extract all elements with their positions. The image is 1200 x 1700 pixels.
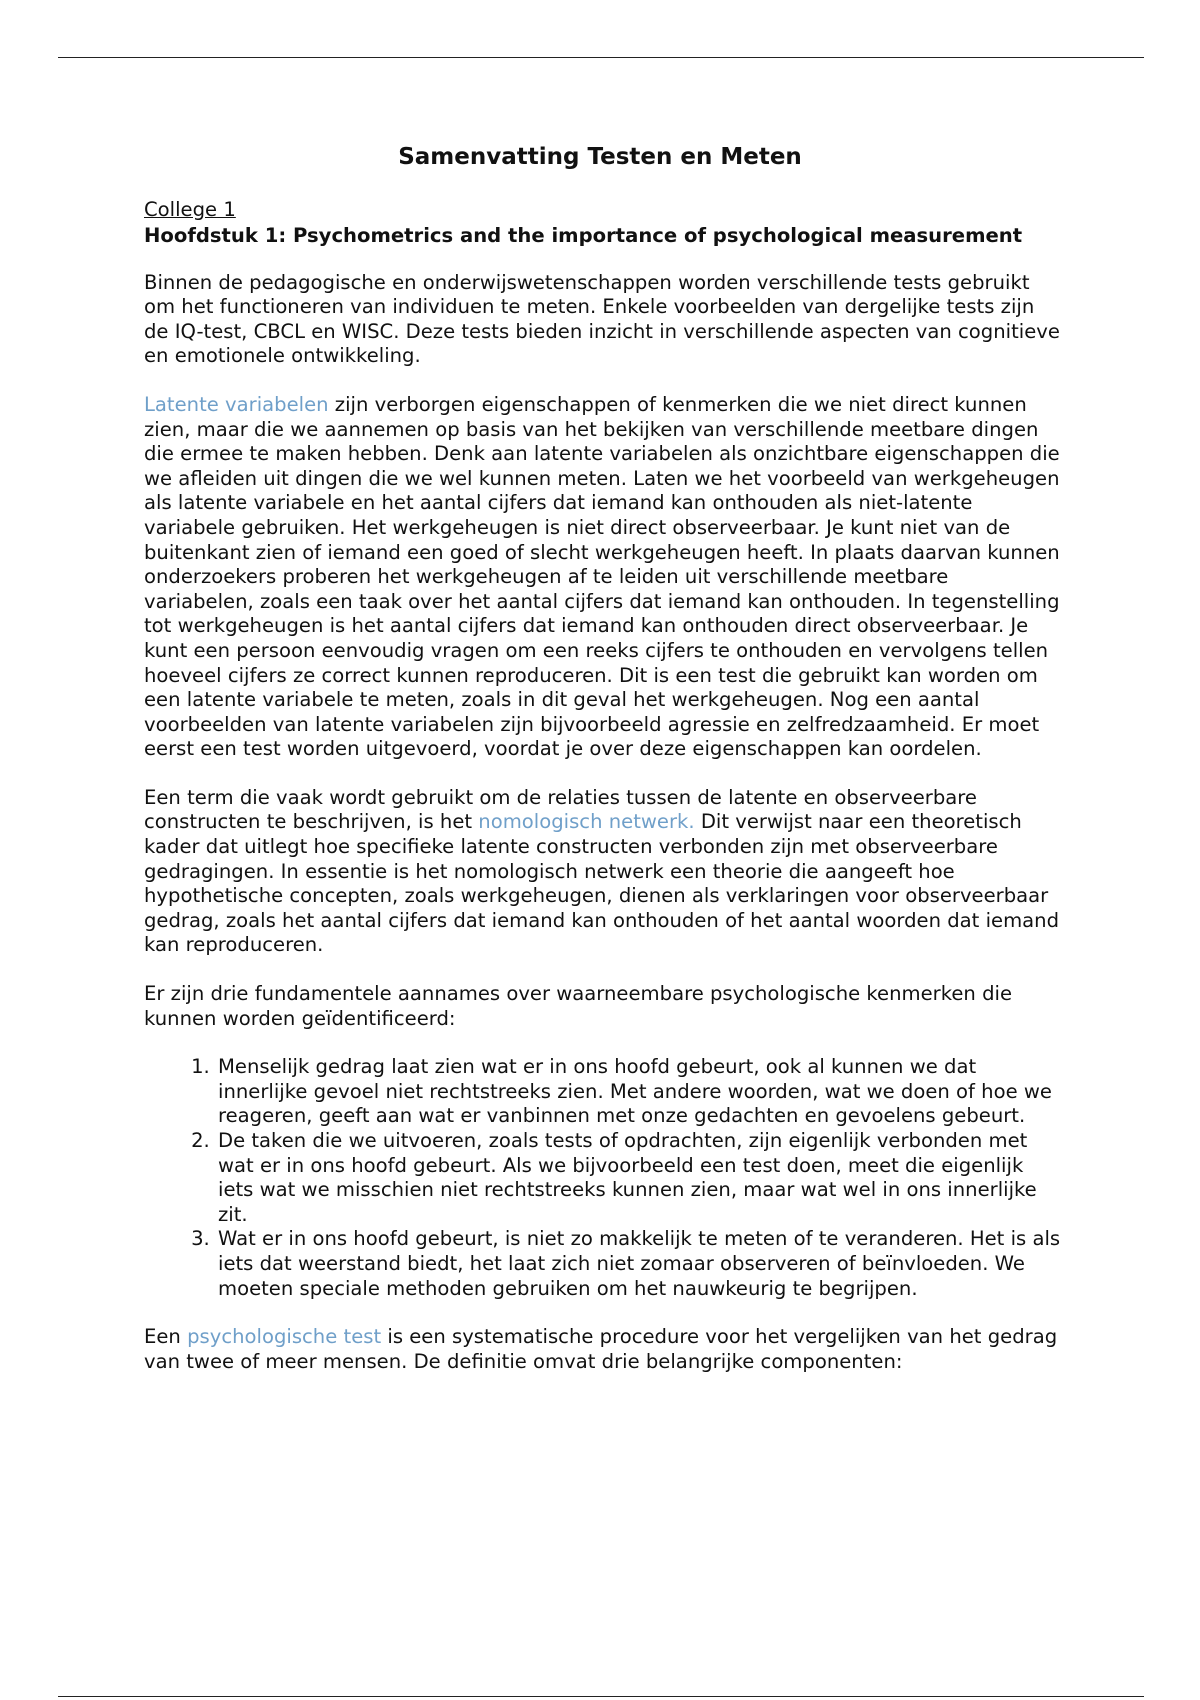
nomological-text-after: Dit verwijst naar een theoretisch kader dat uitlegt hoe specifieke latente constructen verbonden zijn met observeerbare gedragingen. In essentie is het nomologisch netwerk een theorie die aangeeft hoe hypothetische concepten, zoals werkgeheugen, dienen als verklaringen voor observeerbaar gedrag, zoals het aantal cijfers dat iemand kan onthouden of het aantal woorden dat iemand kan reproduceren. [144, 810, 1060, 957]
list-item: 1. Menselijk gedrag laat zien wat er in ons hoofd gebeurt, ook al kunnen we dat innerlijke gevoel niet rechtstreeks zien. Met andere woorden, wat we doen of hoe we reageren, geeft aan wat er vanbinnen met onze gedachten en gevoelens gebeurt. [216, 1055, 1064, 1129]
intro-paragraph: Binnen de pedagogische en onderwijswetenschappen worden verschillende tests gebruikt om het functioneren van individuen te meten. Enkele voorbeelden van dergelijke tests zijn de IQ-test, CBCL en WISC. Deze tests bieden inzicht in verschillende aspecten van cognitieve en emotionele ontwikkeling. [144, 270, 1060, 368]
nomological-network-paragraph [144, 786, 1064, 958]
chapter-heading: Hoofdstuk 1: Psychometrics and the importance of psychological measurement [144, 223, 1023, 247]
psych-test-text-after: is een systematische procedure voor het vergelijken van het gedrag van twee of meer mensen. De definitie omvat drie belangrijke componenten: [144, 1325, 1058, 1373]
psych-test-text-before: Een [144, 1325, 188, 1349]
list-item: 3. Wat er in ons hoofd gebeurt, is niet zo makkelijk te meten of te veranderen. Het is als iets dat weerstand biedt, het laat zich niet zomaar observeren of beïnvloeden. We moeten speciale methoden gebruiken om het nauwkeurig te begrijpen. [216, 1227, 1064, 1301]
document-body [144, 198, 1064, 1374]
psychological-test-paragraph [144, 1325, 1064, 1374]
keyword-psychologische-test: psychologische test [187, 1325, 382, 1349]
latent-variables-paragraph [144, 393, 1064, 762]
latent-variables-text: zijn verborgen eigenschappen of kenmerken die we niet direct kunnen zien, maar die we aannemen op basis van het bekijken van verschillende meetbare dingen die ermee te maken hebben. Denk aan latente variabelen als onzichtbare eigenschappen die we afleiden uit dingen die we wel kunnen meten. Laten we het voorbeeld van werkgeheugen als latente variabele en het aantal cijfers dat iemand kan onthouden als niet-latente variabele gebruiken. Het werkgeheugen is niet direct observeerbaar. Je kunt niet van de buitenkant zien of iemand een goed of slecht werkgeheugen heeft. In plaats daarvan kunnen onderzoekers proberen het werkgeheugen af te leiden uit verschillende meetbare variabelen, zoals een taak over het aantal cijfers dat iemand kan onthouden. In tegenstelling tot werkgeheugen is het aantal cijfers dat iemand kan onthouden direct observeerbaar. Je kunt een persoon eenvoudig vragen om een reeks cijfers te onthouden en vervolgens tellen hoeveel cijfers ze correct kunnen reproduceren. Dit is een test die gebruikt kan worden om een latente variabele te meten, zoals in dit geval het werkgeheugen. Nog een aantal voorbeelden van latente variabelen zijn bijvoorbeeld agressie en zelfredzaamheid. Er moet eerst een test worden uitgevoerd, voordat je over deze eigenschappen kan oordelen. [144, 392, 1060, 761]
footer-rule [58, 1696, 1144, 1697]
page-title: Samenvatting Testen en Meten [398, 144, 802, 170]
list-item: 2. De taken die we uitvoeren, zoals tests of opdrachten, zijn eigenlijk verbonden met wat er in ons hoofd gebeurt. Als we bijvoorbeeld een test doen, meet die eigenlijk iets wat we misschien niet rechtstreeks kunnen zien, maar wat wel in ons innerlijke zit. [216, 1129, 1064, 1227]
keyword-nomologisch-netwerk: nomologisch netwerk. [478, 810, 695, 834]
nomological-text-before: Een term die vaak wordt gebruikt om de relaties tussen de latente en observeerbare constructen te beschrijven, is het [144, 785, 977, 834]
keyword-latente-variabelen: Latente variabelen [144, 392, 329, 416]
assumptions-intro: Er zijn drie fundamentele aannames over waarneembare psychologische kenmerken die kunnen worden geïdentificeerd: [144, 982, 1012, 1030]
header-rule [58, 57, 1144, 58]
college-label: College 1 [144, 198, 236, 221]
assumptions-list [144, 1055, 1064, 1301]
